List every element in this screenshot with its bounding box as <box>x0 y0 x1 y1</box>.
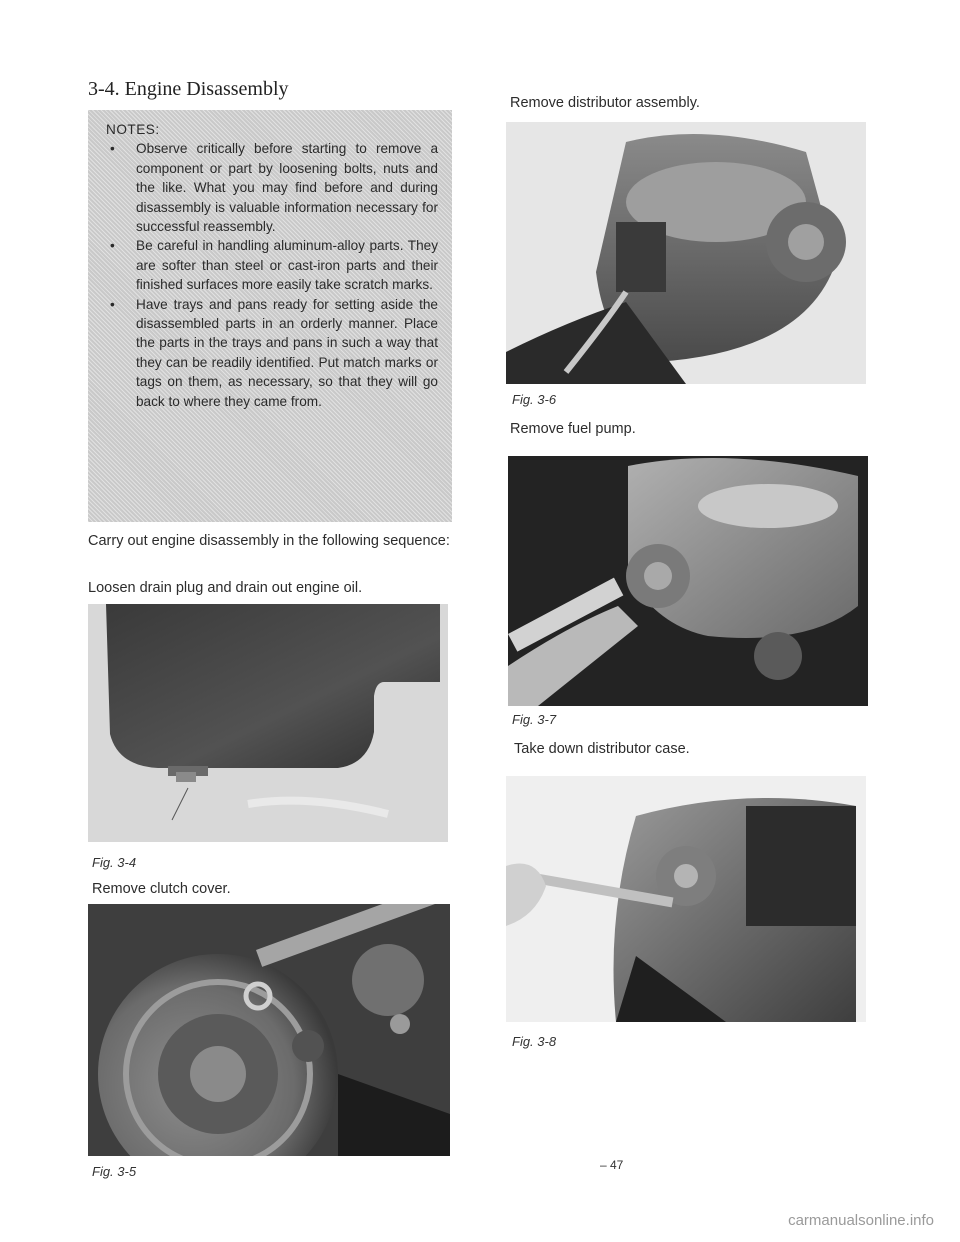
step-remove-fuel-pump: Remove fuel pump. <box>510 421 636 437</box>
notes-heading: NOTES: <box>106 122 160 137</box>
note-item: • Be careful in handling aluminum-alloy parts. They are softer than steel or cast-iron parts and their finished surfaces more easily take scratch marks. <box>100 236 438 294</box>
fig-3-5-caption: Fig. 3-5 <box>92 1164 137 1179</box>
step-clutch-cover: Remove clutch cover. <box>92 881 231 897</box>
fig-3-6-caption: Fig. 3-6 <box>512 392 557 407</box>
photo-distributor-assembly <box>506 122 866 384</box>
intro-text: Carry out engine disassembly in the following sequence: <box>88 533 450 549</box>
fig-3-8-caption: Fig. 3-8 <box>512 1034 557 1049</box>
photo-fuel-pump <box>508 456 868 706</box>
step-remove-distributor: Remove distributor assembly. <box>510 95 700 111</box>
page-number: – 47 <box>600 1158 624 1172</box>
note-item: • Observe critically before starting to remove a component or part by loosening bolts, nuts and the like. What you may find before and during disassembly is valuable information necessary for successful reassembly. <box>100 139 438 236</box>
photo-distributor-case <box>506 776 866 1022</box>
notes-list <box>100 139 438 411</box>
step-drain-oil: Loosen drain plug and drain out engine oil. <box>88 580 363 596</box>
section-title: 3-4. Engine Disassembly <box>88 78 289 100</box>
photo-oil-pan <box>88 604 448 842</box>
photo-clutch-cover <box>88 904 450 1156</box>
fig-3-7-caption: Fig. 3-7 <box>512 712 557 727</box>
step-distributor-case: Take down distributor case. <box>514 741 690 757</box>
notes-box <box>88 110 452 522</box>
note-item: • Have trays and pans ready for setting aside the disassembled parts in an orderly manner. Place the parts in the trays and pans in such a way that they can be readily identified. Put match marks or tags on them, as necessary, so that they will go back to where they came from. <box>100 295 438 411</box>
watermark: carmanualsonline.info <box>788 1212 934 1229</box>
fig-3-4-caption: Fig. 3-4 <box>92 855 137 870</box>
